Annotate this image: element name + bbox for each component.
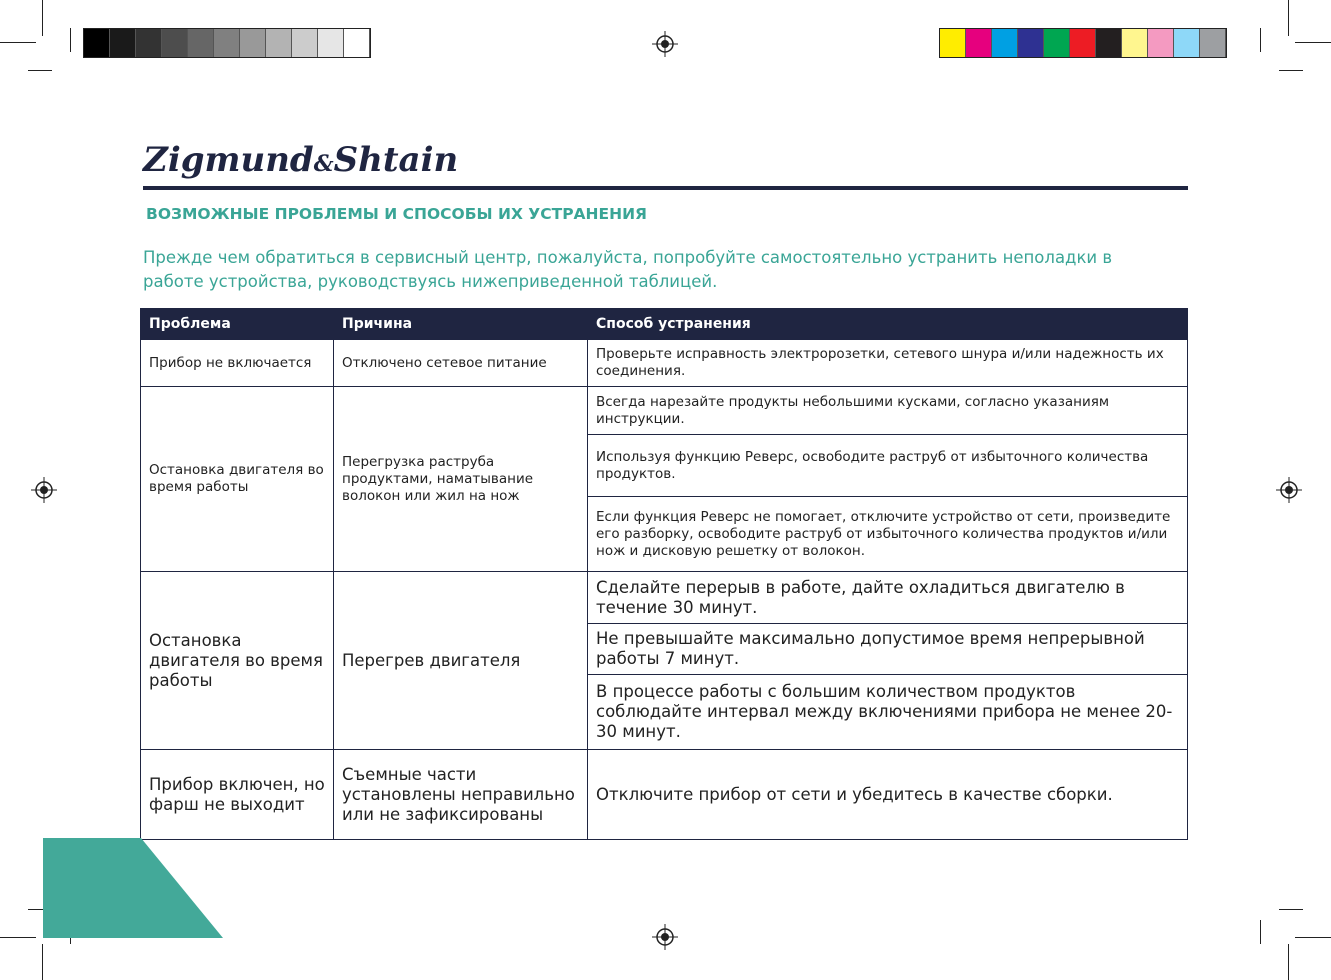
color-swatch — [1044, 29, 1070, 57]
grayscale-swatch — [318, 29, 344, 57]
section-heading: ВОЗМОЖНЫЕ ПРОБЛЕМЫ И СПОСОБЫ ИХ УСТРАНЕНИЯ — [146, 205, 647, 223]
grayscale-swatch — [84, 29, 110, 57]
table-header-row — [141, 309, 1188, 340]
column-header-solution: Способ устранения — [588, 309, 1188, 340]
problem-cell: Остановка двигателя во время работы — [141, 387, 334, 572]
solution-cell: Сделайте перерыв в работе, дайте охладиться двигателю в течение 30 минут. — [588, 572, 1188, 624]
crop-mark — [0, 937, 36, 938]
solution-cell: Используя функцию Реверс, освободите раструб от избыточного количества продуктов. — [588, 435, 1188, 497]
grayscale-swatch — [240, 29, 266, 57]
brand-logo — [143, 140, 458, 180]
brand-name-right: Shtain — [333, 140, 459, 180]
grayscale-swatch — [110, 29, 136, 57]
solution-cell: Если функция Реверс не помогает, отключите устройство от сети, произведите его разборку, освободите раструб от избыточного количества продуктов и/или нож и дисковую решетку от волокон. — [588, 497, 1188, 572]
grayscale-swatch — [214, 29, 240, 57]
solution-cell: Всегда нарезайте продукты небольшими кусками, согласно указаниям инструкции. — [588, 387, 1188, 435]
grayscale-swatch — [136, 29, 162, 57]
crop-mark — [1279, 909, 1303, 910]
crop-mark — [1288, 944, 1289, 980]
crop-mark — [42, 944, 43, 980]
column-header-cause: Причина — [334, 309, 588, 340]
cause-cell: Перегрузка раструба продуктами, наматывание волокон или жил на нож — [334, 387, 588, 572]
grayscale-swatch — [188, 29, 214, 57]
grayscale-swatch — [266, 29, 292, 57]
problem-cell: Прибор включен, но фарш не выходит — [141, 750, 334, 840]
crop-mark — [1295, 937, 1331, 938]
grayscale-swatch — [344, 29, 370, 57]
cause-cell: Перегрев двигателя — [334, 572, 588, 750]
table-row — [141, 750, 1188, 840]
grayscale-swatch — [162, 29, 188, 57]
problem-cell: Остановка двигателя во время работы — [141, 572, 334, 750]
brand-ampersand: & — [313, 151, 334, 177]
color-swatch — [1122, 29, 1148, 57]
color-swatch — [1018, 29, 1044, 57]
corner-decoration — [43, 838, 223, 938]
cause-cell: Съемные части установлены неправильно или не зафиксированы — [334, 750, 588, 840]
color-swatch — [1200, 29, 1226, 57]
solution-cell: В процессе работы с большим количеством продуктов соблюдайте интервал между включениями прибора не менее 20-30 минут. — [588, 675, 1188, 750]
crop-mark — [0, 42, 36, 43]
table-row — [141, 572, 1188, 624]
color-swatch — [940, 29, 966, 57]
crop-mark — [1260, 28, 1261, 52]
solution-cell: Проверьте исправность электророзетки, сетевого шнура и/или надежность их соединения. — [588, 340, 1188, 387]
color-swatch — [1174, 29, 1200, 57]
crop-mark — [28, 70, 52, 71]
crop-mark — [42, 0, 43, 36]
registration-mark-icon — [652, 31, 678, 57]
solution-cell: Отключите прибор от сети и убедитесь в качестве сборки. — [588, 750, 1188, 840]
color-swatch — [992, 29, 1018, 57]
solution-cell: Не превышайте максимально допустимое время непрерывной работы 7 минут. — [588, 624, 1188, 675]
registration-mark-icon — [31, 477, 57, 503]
problem-cell: Прибор не включается — [141, 340, 334, 387]
color-swatch — [1096, 29, 1122, 57]
registration-mark-icon — [1276, 477, 1302, 503]
cause-cell: Отключено сетевое питание — [334, 340, 588, 387]
color-swatch — [1148, 29, 1174, 57]
intro-paragraph: Прежде чем обратиться в сервисный центр, пожалуйста, попробуйте самостоятельно устранить неполадки в работе устройства, руководствуясь нижеприведенной таблицей. — [143, 248, 1113, 291]
crop-mark — [1260, 920, 1261, 944]
header-rule — [143, 186, 1188, 190]
brand-name-left: Zigmund — [143, 140, 314, 180]
table-row — [141, 340, 1188, 387]
crop-mark — [1295, 42, 1331, 43]
crop-mark — [70, 28, 71, 52]
grayscale-bar — [83, 28, 371, 58]
color-swatch — [966, 29, 992, 57]
table-row — [141, 387, 1188, 435]
crop-mark — [1279, 70, 1303, 71]
troubleshooting-table — [140, 308, 1188, 840]
crop-mark — [1288, 0, 1289, 36]
column-header-problem: Проблема — [141, 309, 334, 340]
color-swatch — [1070, 29, 1096, 57]
grayscale-swatch — [292, 29, 318, 57]
color-bar — [939, 28, 1227, 58]
registration-mark-icon — [652, 924, 678, 950]
